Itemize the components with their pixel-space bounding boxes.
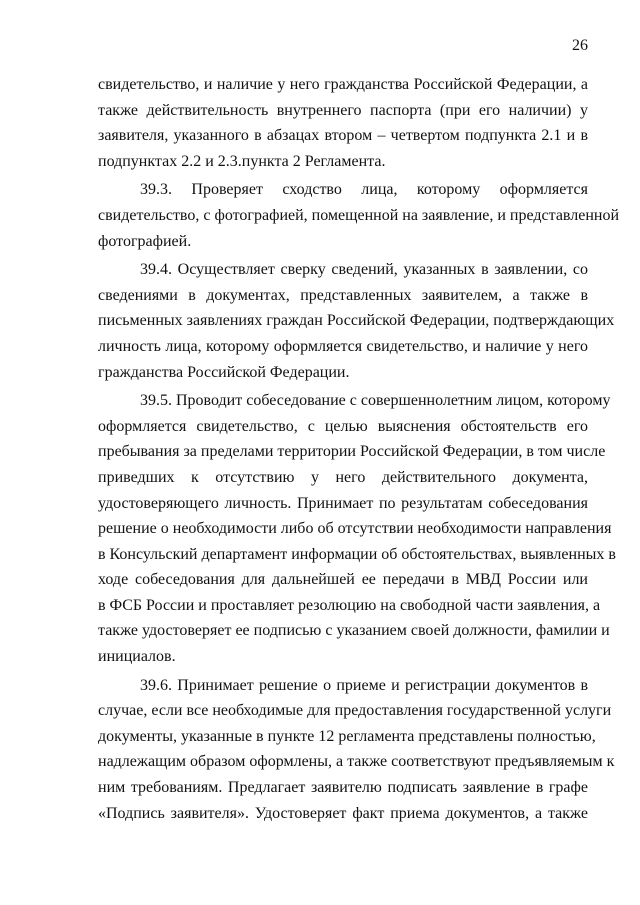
text-line: в ФСБ России и проставляет резолюцию на свободной части заявления, а	[98, 596, 601, 614]
document-body	[98, 72, 620, 826]
text-line: письменных заявлениях граждан Российской Федерации, подтверждающих	[98, 312, 615, 330]
text-line: 39.3. Проверяет сходство лица, которому оформляется	[140, 181, 588, 199]
text-line: ходе собеседования для дальнейшей ее передачи в МВД России или	[98, 571, 588, 589]
text-line: также удостоверяет ее подписью с указанием своей должности, фамилии и	[98, 622, 610, 640]
text-line: в Консульский департамент информации об обстоятельствах, выявленных в	[98, 545, 616, 563]
text-line: удостоверяющего личность. Принимает по результатам собеседования	[98, 494, 588, 512]
text-line: пребывания за пределами территории Российской Федерации, в том числе	[98, 443, 606, 461]
paragraph-39-4	[98, 257, 615, 385]
paragraph-continuation	[98, 72, 588, 174]
text-line: 39.6. Принимает решение о приеме и регистрации документов в	[140, 676, 588, 694]
text-line: сведениями в документах, представленных заявителем, а также в	[98, 286, 588, 304]
page-number: 26	[572, 37, 588, 54]
text-line: документы, указанные в пункте 12 регламента представлены полностью,	[98, 727, 596, 745]
text-line: случае, если все необходимые для предоставления государственной услуги	[98, 702, 612, 720]
text-line: приведших к отсутствию у него действительного документа,	[98, 468, 588, 486]
text-line: личность лица, которому оформляется свидетельство, и наличие у него	[98, 337, 588, 355]
text-line: подпунктах 2.2 и 2.3.пункта 2 Регламента.	[98, 152, 386, 170]
text-line: решение о необходимости либо об отсутствии необходимости направления	[98, 520, 612, 538]
text-line: 39.4. Осуществляет сверку сведений, указанных в заявлении, со	[140, 261, 588, 279]
text-line: заявителя, указанного в абзацах втором – четвертом подпункта 2.1 и в	[98, 127, 588, 145]
paragraph-39-6	[98, 673, 615, 827]
text-line: 39.5. Проводит собеседование с совершеннолетним лицом, которому	[140, 392, 611, 410]
text-line: свидетельство, и наличие у него гражданства Российской Федерации, а	[98, 76, 588, 93]
text-line: надлежащим образом оформлены, а также соответствуют предъявляемым к	[98, 753, 615, 771]
paragraph-39-3	[98, 177, 620, 254]
text-line: фотографией.	[98, 232, 192, 250]
text-line: свидетельство, с фотографией, помещенной на заявление, и представленной	[98, 206, 620, 224]
text-line: ним требованиям. Предлагает заявителю подписать заявление в графе	[98, 779, 588, 797]
paragraph-39-5	[98, 388, 616, 670]
text-line: «Подпись заявителя». Удостоверяет факт приема документов, а также	[98, 804, 588, 822]
text-line: оформляется свидетельство, с целью выяснения обстоятельств его	[98, 417, 588, 435]
text-line: также действительность внутреннего паспорта (при его наличии) у	[98, 101, 588, 119]
text-line: гражданства Российской Федерации.	[98, 363, 350, 381]
text-line: инициалов.	[98, 648, 176, 666]
